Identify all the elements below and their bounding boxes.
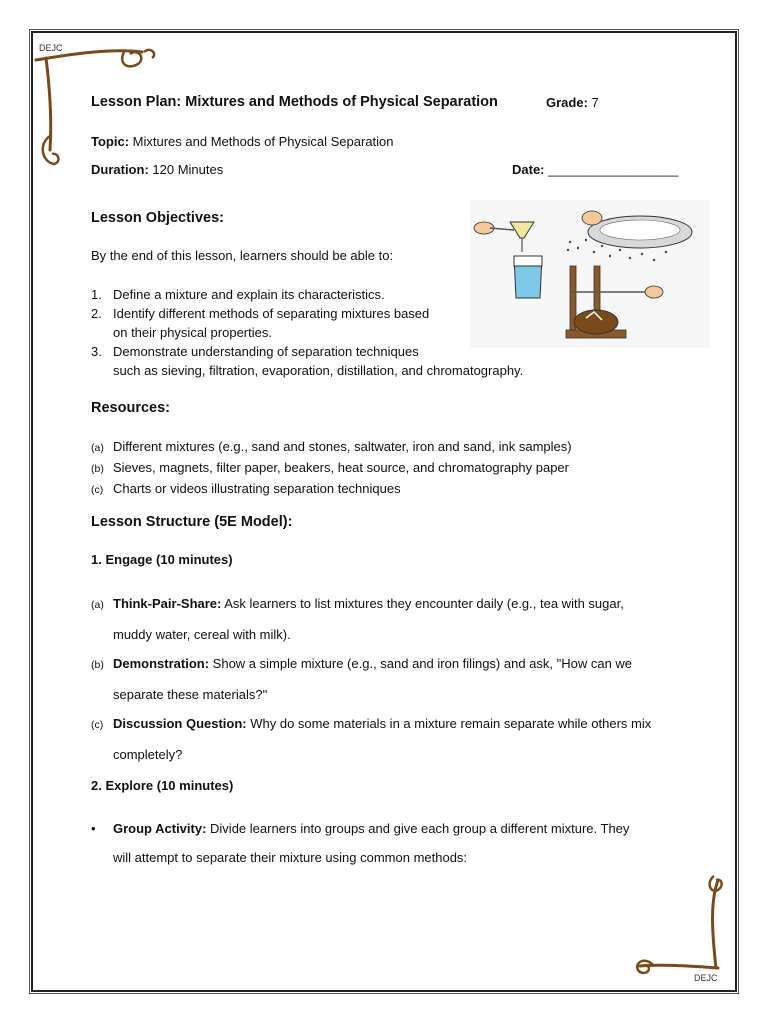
watermark-bottom: DEJC xyxy=(694,973,718,983)
grade-value: 7 xyxy=(591,95,599,110)
duration-field xyxy=(91,162,223,177)
structure-heading: Lesson Structure (5E Model): xyxy=(91,514,293,530)
explore-list xyxy=(91,814,629,872)
grade-field xyxy=(546,95,599,110)
flourish-bottom-right xyxy=(632,872,732,982)
separation-illustration xyxy=(470,200,710,348)
date-field xyxy=(512,162,678,177)
grade-label: Grade: xyxy=(546,95,588,110)
objective-item: 1. Define a mixture and explain its characteristics. xyxy=(91,287,385,302)
explore-item-cont: will attempt to separate their mixture using common methods: xyxy=(113,850,468,865)
topic-value: Mixtures and Methods of Physical Separation xyxy=(132,134,394,149)
duration-value: 120 Minutes xyxy=(152,162,224,177)
engage-item-cont: muddy water, cereal with milk). xyxy=(113,627,291,642)
engage-heading: 1. Engage (10 minutes) xyxy=(91,552,233,567)
objectives-heading: Lesson Objectives: xyxy=(91,210,224,226)
resource-item: (a) Different mixtures (e.g., sand and stones, saltwater, iron and sand, ink samples) xyxy=(91,439,572,454)
resource-item: (c) Charts or videos illustrating separation techniques xyxy=(91,481,401,496)
engage-item-cont: completely? xyxy=(113,747,183,762)
lesson-title: Lesson Plan: Mixtures and Methods of Physical Separation xyxy=(91,94,498,110)
engage-item-cont: separate these materials?" xyxy=(113,687,268,702)
explore-item: • Group Activity: Divide learners into groups and give each group a different mixture. They xyxy=(91,821,630,836)
engage-item: (a) Think-Pair-Share: Ask learners to list mixtures they encounter daily (e.g., tea with sugar, xyxy=(91,596,624,611)
engage-item: (b) Demonstration: Show a simple mixture (e.g., sand and iron filings) and ask, "How can we xyxy=(91,656,633,671)
objective-item-cont: such as sieving, filtration, evaporation, distillation, and chromatography. xyxy=(113,363,524,378)
watermark-top: DEJC xyxy=(39,43,63,53)
engage-item: (c) Discussion Question: Why do some materials in a mixture remain separate while others mix xyxy=(91,716,652,731)
duration-label: Duration: xyxy=(91,162,149,177)
date-blank: __________________ xyxy=(548,162,679,177)
topic-field xyxy=(91,134,394,149)
objective-item: 2. Identify different methods of separating mixtures based xyxy=(91,306,430,321)
objectives-intro: By the end of this lesson, learners should be able to: xyxy=(91,248,394,263)
objective-item: 3. Demonstrate understanding of separation techniques xyxy=(91,344,419,359)
date-label: Date: xyxy=(512,162,545,177)
resource-item: (b) Sieves, magnets, filter paper, beakers, heat source, and chromatography paper xyxy=(91,460,569,475)
topic-label: Topic: xyxy=(91,134,130,149)
explore-heading: 2. Explore (10 minutes) xyxy=(91,778,234,793)
objective-item-cont: on their physical properties. xyxy=(113,325,272,340)
resources-list xyxy=(91,437,572,500)
engage-list xyxy=(91,589,651,769)
objectives-list xyxy=(91,285,523,380)
resources-heading: Resources: xyxy=(91,400,170,416)
